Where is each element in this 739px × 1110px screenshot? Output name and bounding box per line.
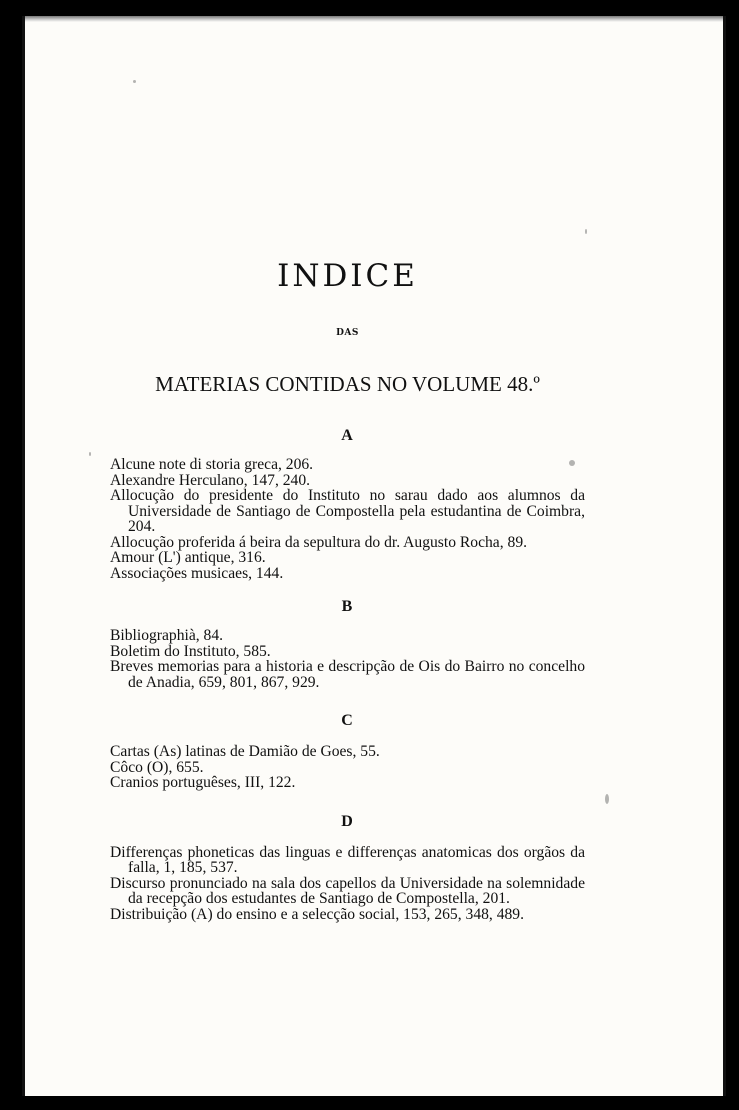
entry-list-c [110, 744, 585, 791]
entry-list-d [110, 845, 585, 923]
section-letter-a: A [341, 427, 354, 444]
entry-list-a [110, 457, 585, 581]
entry-list-b [110, 628, 585, 690]
index-entry: Cartas (As) latinas de Damião de Goes, 55. [110, 743, 380, 760]
index-entry: Amour (L') antique, 316. [110, 549, 266, 566]
index-entry: Distribuição (A) do ensino e a selecção social, 153, 265, 348, 489. [110, 905, 524, 923]
page-top-edge [25, 16, 723, 22]
index-entry: Differenças phoneticas das linguas e differenças anatomicas dos orgãos da falla, 1, 185, 537. [110, 843, 585, 876]
index-content [110, 256, 585, 922]
paper-speck [133, 80, 136, 83]
section-letter-d: D [341, 812, 354, 830]
paper-speck [605, 794, 609, 804]
index-entry: Alcune note di storia greca, 206. [110, 456, 314, 473]
index-entry: Cranios portuguêses, III, 122. [110, 774, 296, 791]
index-entry: Associações musicaes, 144. [110, 564, 284, 582]
index-entry: Breves memorias para a historia e descripção de Ois do Bairro no concelho de Anadia, 659, 801, 867, 929. [110, 658, 585, 691]
page-subtitle: MATERIAS CONTIDAS NO VOLUME 48.º [155, 372, 540, 396]
index-section-b [110, 598, 585, 690]
index-section-a [110, 427, 585, 581]
index-section-c [110, 712, 585, 791]
paper-speck [585, 229, 587, 234]
title-connector: DAS [336, 328, 359, 338]
section-letter-c: C [341, 712, 354, 729]
section-letter-b: B [341, 598, 354, 615]
paper-speck [89, 452, 91, 456]
page-title: INDICE [277, 258, 418, 294]
index-entry: Discurso pronunciado na sala dos capellos da Universidade na solemnidade da recepção dos estudantes de Santiago de Compostella, 201. [110, 874, 585, 907]
index-entry: Bibliographià, 84. [110, 627, 224, 644]
index-entry: Côco (O), 655. [110, 758, 204, 776]
index-entry: Alexandre Herculano, 147, 240. [110, 471, 311, 489]
index-entry: Allocução do presidente do Instituto no sarau dado aos alumnos da Universidade de Santiago de Compostella pela estudantina de Coimbra, 204. [110, 487, 585, 535]
index-entry: Allocução proferida á beira da sepultura do dr. Augusto Rocha, 89. [110, 533, 528, 551]
book-page [22, 16, 726, 1096]
index-section-d [110, 813, 585, 923]
index-entry: Boletim do Instituto, 585. [110, 642, 271, 660]
